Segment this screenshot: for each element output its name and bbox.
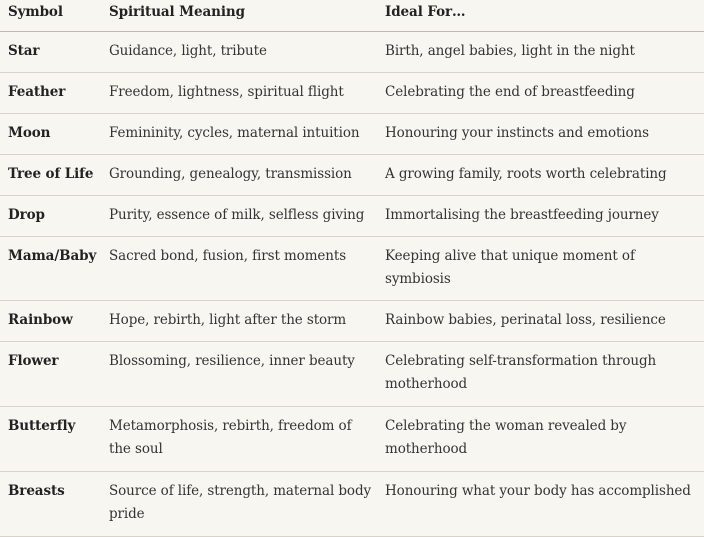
header-symbol: Symbol (0, 0, 101, 31)
symbol-cell: Star (0, 31, 101, 72)
meaning-cell: Sacred bond, fusion, first moments (101, 236, 377, 300)
symbol-cell: Tree of Life (0, 154, 101, 195)
meaning-cell: Femininity, cycles, maternal intuition (101, 113, 377, 154)
symbol-cell: Moon (0, 113, 101, 154)
header-row (0, 0, 704, 31)
meaning-cell: Freedom, lightness, spiritual flight (101, 72, 377, 113)
symbol-cell: Feather (0, 72, 101, 113)
symbol-cell: Breasts (0, 471, 101, 536)
ideal-cell: Keeping alive that unique moment of symbiosis (377, 236, 704, 300)
table-row (0, 406, 704, 471)
table-row (0, 300, 704, 341)
ideal-cell: Celebrating the end of breastfeeding (377, 72, 704, 113)
symbol-cell: Drop (0, 195, 101, 236)
meaning-cell: Source of life, strength, maternal body pride (101, 471, 377, 536)
symbol-cell: Rainbow (0, 300, 101, 341)
ideal-cell: A growing family, roots worth celebrating (377, 154, 704, 195)
table-row (0, 236, 704, 300)
meaning-cell: Hope, rebirth, light after the storm (101, 300, 377, 341)
table-row (0, 195, 704, 236)
symbol-cell: Mama/Baby (0, 236, 101, 300)
ideal-cell: Immortalising the breastfeeding journey (377, 195, 704, 236)
meaning-cell: Blossoming, resilience, inner beauty (101, 341, 377, 406)
header-ideal-for: Ideal For… (377, 0, 704, 31)
meaning-cell: Guidance, light, tribute (101, 31, 377, 72)
ideal-cell: Honouring what your body has accomplished (377, 471, 704, 536)
meaning-cell: Purity, essence of milk, selfless giving (101, 195, 377, 236)
table-header (0, 0, 704, 31)
symbol-cell: Butterfly (0, 406, 101, 471)
ideal-cell: Honouring your instincts and emotions (377, 113, 704, 154)
meaning-cell: Metamorphosis, rebirth, freedom of the soul (101, 406, 377, 471)
header-spiritual-meaning: Spiritual Meaning (101, 0, 377, 31)
symbol-cell: Flower (0, 341, 101, 406)
table-row (0, 72, 704, 113)
ideal-cell: Rainbow babies, perinatal loss, resilience (377, 300, 704, 341)
ideal-cell: Birth, angel babies, light in the night (377, 31, 704, 72)
ideal-cell: Celebrating the woman revealed by motherhood (377, 406, 704, 471)
table-row (0, 113, 704, 154)
table-row (0, 341, 704, 406)
table-row (0, 31, 704, 72)
table-body (0, 31, 704, 536)
meaning-cell: Grounding, genealogy, transmission (101, 154, 377, 195)
ideal-cell: Celebrating self-transformation through motherhood (377, 341, 704, 406)
table-row (0, 154, 704, 195)
table-row (0, 471, 704, 536)
